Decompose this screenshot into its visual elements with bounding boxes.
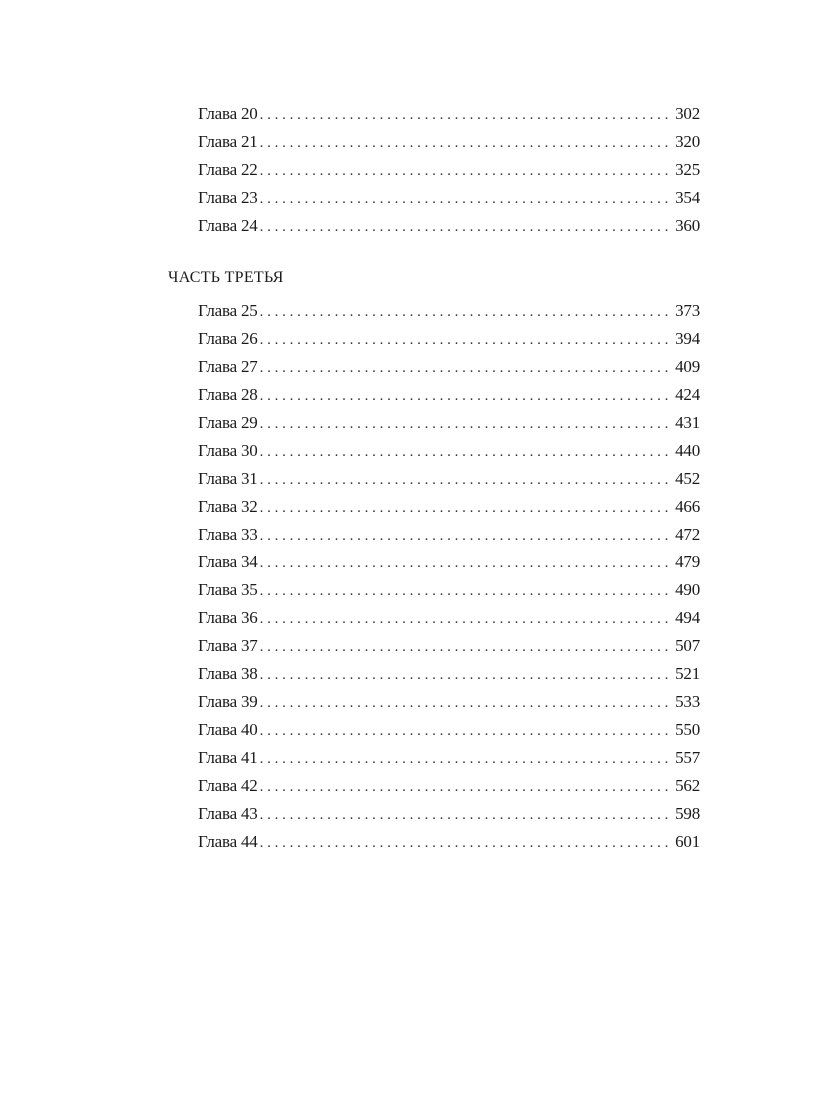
page-number: 550: [675, 720, 700, 740]
chapter-label: Глава 27: [198, 356, 258, 376]
page-number: 409: [675, 356, 700, 376]
chapter-label: Глава 26: [198, 328, 258, 348]
toc-entry[interactable]: [198, 465, 700, 493]
dot-leader: [260, 213, 674, 241]
toc-entry[interactable]: [198, 632, 700, 660]
dot-leader: [260, 466, 674, 494]
dot-leader: [260, 185, 674, 213]
page-number: 302: [675, 104, 700, 123]
page-number: 325: [675, 159, 700, 179]
chapter-label: Глава 24: [198, 215, 258, 235]
toc-entry[interactable]: [198, 772, 700, 800]
page-number: 320: [675, 131, 700, 151]
page-number: 452: [675, 468, 700, 488]
page-number: 354: [675, 187, 700, 207]
dot-leader: [260, 773, 674, 801]
dot-leader: [260, 354, 674, 382]
dot-leader: [260, 801, 674, 829]
page-number: 598: [675, 803, 700, 823]
dot-leader: [260, 129, 674, 157]
chapter-label: Глава 32: [198, 496, 258, 516]
chapter-label: Глава 37: [198, 636, 258, 656]
toc-entry[interactable]: [198, 521, 700, 549]
dot-leader: [260, 829, 674, 857]
part-title: ЧАСТЬ ТРЕТЬЯ: [168, 269, 284, 286]
dot-leader: [260, 326, 674, 354]
toc-entry[interactable]: [198, 437, 700, 465]
chapter-label: Глава 22: [198, 159, 258, 179]
toc-entry[interactable]: [198, 325, 700, 353]
dot-leader: [260, 101, 674, 129]
toc-entry[interactable]: [198, 353, 700, 381]
toc-entry[interactable]: [198, 604, 700, 632]
dot-leader: [260, 410, 674, 438]
page-number: 494: [675, 608, 700, 628]
dot-leader: [260, 661, 674, 689]
chapter-label: Глава 23: [198, 187, 258, 207]
page-number: 360: [675, 215, 700, 235]
toc-entry[interactable]: [198, 576, 700, 604]
chapter-label: Глава 28: [198, 384, 258, 404]
dot-leader: [260, 157, 674, 185]
page-number: 424: [675, 384, 700, 404]
page-number: 394: [675, 328, 700, 348]
dot-leader: [260, 577, 674, 605]
page-number: 562: [675, 775, 700, 795]
toc-entry[interactable]: [198, 128, 700, 156]
page-number: 431: [675, 412, 700, 432]
page-number: 490: [675, 580, 700, 600]
toc-entry[interactable]: [198, 212, 700, 240]
toc-entry[interactable]: [198, 409, 700, 437]
chapter-label: Глава 39: [198, 692, 258, 712]
toc-entry[interactable]: [198, 297, 700, 325]
dot-leader: [260, 494, 674, 522]
chapter-label: Глава 44: [198, 831, 258, 851]
dot-leader: [260, 717, 674, 745]
dot-leader: [260, 522, 674, 550]
chapter-label: Глава 25: [198, 301, 258, 320]
page-number: 533: [675, 692, 700, 712]
chapter-label: Глава 34: [198, 552, 258, 572]
chapter-label: Глава 41: [198, 748, 258, 767]
toc-group-part-three: [198, 297, 700, 856]
page-number: 521: [675, 664, 700, 684]
dot-leader: [260, 605, 674, 633]
page-number: 479: [675, 552, 700, 572]
toc-entry[interactable]: [198, 660, 700, 688]
dot-leader: [260, 438, 674, 466]
chapter-label: Глава 33: [198, 524, 258, 544]
dot-leader: [260, 298, 674, 326]
chapter-label: Глава 20: [198, 104, 258, 123]
page-number: 472: [675, 524, 700, 544]
chapter-label: Глава 40: [198, 720, 258, 740]
toc-entry[interactable]: [198, 381, 700, 409]
chapter-label: Глава 36: [198, 608, 258, 628]
dot-leader: [260, 745, 674, 773]
page-number: 507: [675, 636, 700, 656]
toc-entry[interactable]: [198, 184, 700, 212]
toc-entry[interactable]: [198, 493, 700, 521]
chapter-label: Глава 31: [198, 468, 258, 488]
chapter-label: Глава 29: [198, 412, 258, 432]
chapter-label: Глава 42: [198, 775, 258, 795]
toc-entry[interactable]: [198, 100, 700, 128]
page-number: 557: [675, 748, 700, 767]
toc-entry[interactable]: [198, 800, 700, 828]
page-number: 373: [675, 301, 700, 320]
chapter-label: Глава 30: [198, 440, 258, 460]
toc-entry[interactable]: [198, 156, 700, 184]
dot-leader: [260, 633, 674, 661]
dot-leader: [260, 549, 674, 577]
toc-entry[interactable]: [198, 716, 700, 744]
toc-entry[interactable]: [198, 688, 700, 716]
toc-entry[interactable]: [198, 828, 700, 856]
chapter-label: Глава 35: [198, 580, 258, 600]
dot-leader: [260, 382, 674, 410]
toc-group-part-two-tail: [198, 100, 700, 240]
toc-entry[interactable]: [198, 744, 700, 772]
chapter-label: Глава 21: [198, 131, 258, 151]
dot-leader: [260, 689, 674, 717]
page-number: 440: [675, 440, 700, 460]
toc-entry[interactable]: [198, 548, 700, 576]
page-number: 601: [675, 831, 700, 851]
chapter-label: Глава 43: [198, 803, 258, 823]
chapter-label: Глава 38: [198, 664, 258, 684]
page-number: 466: [675, 496, 700, 516]
